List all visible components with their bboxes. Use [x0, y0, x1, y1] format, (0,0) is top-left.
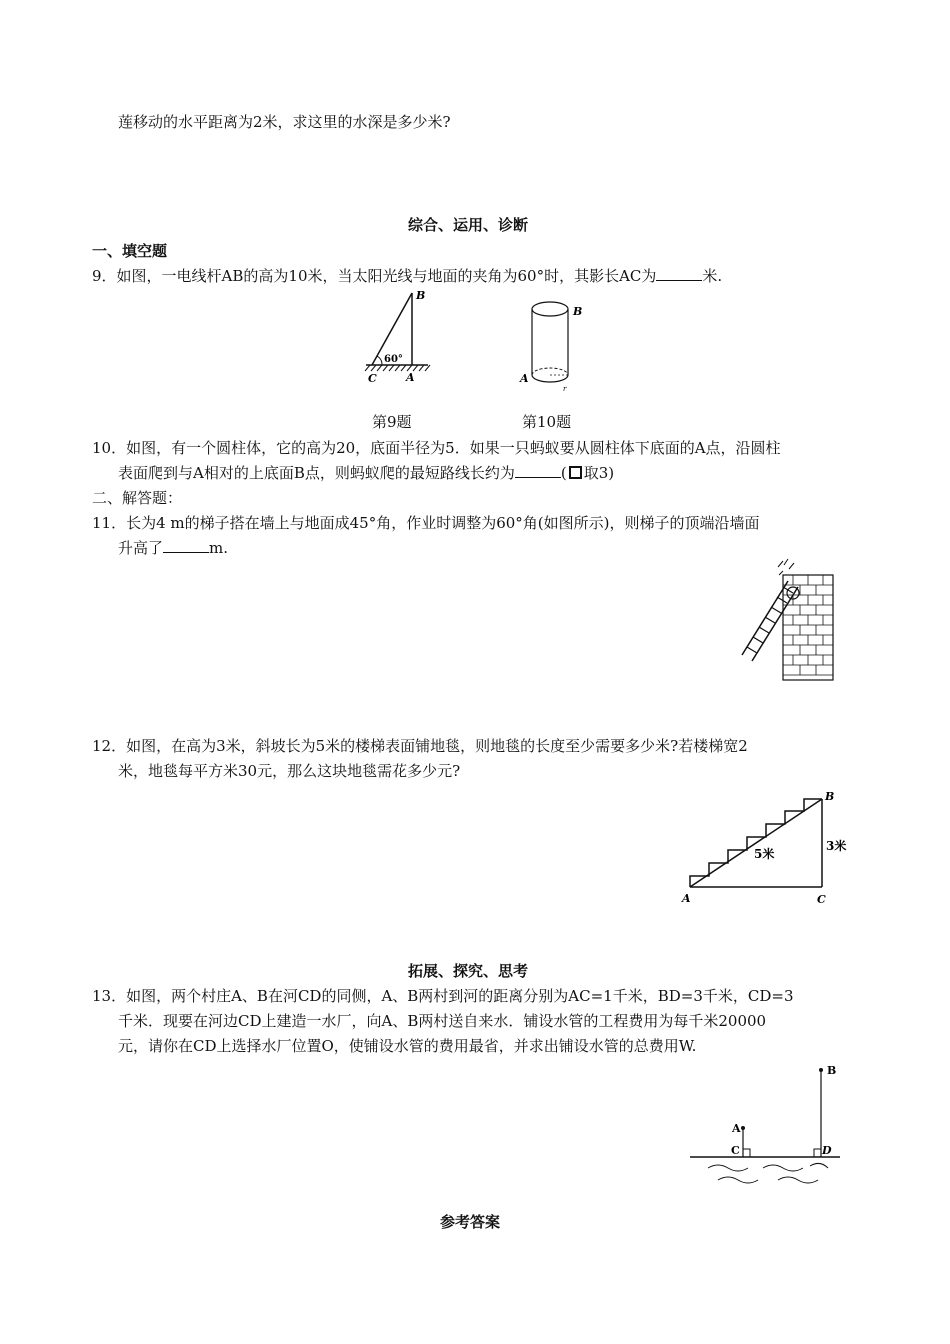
question-13-line-2: 千米．现要在河边CD上建造一水厂，向A、B两村送自来水．铺设水管的工程费用为每千米20000	[118, 1012, 767, 1030]
figure-12-label-c: C	[817, 893, 826, 906]
figure-10-label-a: A	[520, 372, 529, 385]
question-10-paren: (	[560, 464, 567, 482]
figure-10-label-r: r	[563, 385, 567, 393]
figure-12-height: 3米	[826, 839, 847, 853]
question-13-line-1: 13．如图，两个村庄A、B在河CD的同侧，A、B两村到河的距离分别为AC=1千米，BD=3千米，CD=3	[92, 987, 794, 1005]
part-title-solutions: 二、解答题：	[92, 489, 183, 507]
question-11-line-1: 11．长为4 m的梯子搭在墙上与地面成45°角，作业时调整为60°角(如图所示)，则梯子的顶端沿墙面	[92, 514, 760, 532]
figure-9-label-c: C	[368, 372, 377, 385]
figure-12-label-a: A	[682, 892, 691, 905]
figure-10-label-b: B	[573, 305, 583, 318]
question-10-line-1: 10．如图，有一个圆柱体，它的高为20，底面半径为5．如果一只蚂蚁要从圆柱体下底面的A点，沿圆柱	[92, 439, 781, 457]
answer-blank[interactable]	[656, 266, 702, 281]
question-11-text: 升高了	[118, 539, 164, 557]
question-12-line-2: 米，地毯每平方米30元，那么这块地毯需花多少元?	[118, 762, 461, 780]
figure-12-slope-length: 5米	[754, 847, 775, 861]
figure-10-caption: 第10题	[522, 413, 572, 431]
section-title-comprehensive: 综合、运用、诊断	[408, 216, 529, 234]
part-title-fill-in: 一、填空题	[92, 242, 168, 260]
question-9-unit: 米.	[702, 267, 723, 285]
pi-symbol-icon	[569, 466, 582, 479]
question-13-line-3: 元，请你在CD上选择水厂位置O，使铺设水管的费用最省，并求出铺设水管的总费用W.	[118, 1037, 697, 1055]
figure-13-label-b: B	[827, 1064, 837, 1077]
figure-9-angle: 60°	[384, 354, 403, 365]
question-11-line-2	[118, 538, 228, 558]
section-title-extension: 拓展、探究、思考	[408, 962, 529, 980]
figure-12-staircase	[672, 775, 857, 910]
figure-13-label-a: A	[732, 1122, 741, 1135]
question-9-text: 9．如图，一电线杆AB的高为10米，当太阳光线与地面的夹角为60°时，其影长AC为	[92, 267, 657, 285]
answers-title: 参考答案	[440, 1213, 501, 1231]
question-10-text: 表面爬到与A相对的上底面B点，则蚂蚁爬的最短路线长约为	[118, 464, 515, 482]
figure-9-label-a: A	[406, 371, 415, 384]
figure-13-label-c: C	[731, 1144, 740, 1157]
question-10-pi-note: 取3)	[583, 464, 615, 482]
question-10-line-2	[118, 463, 614, 483]
figure-9-pole-shadow	[362, 285, 432, 390]
question-11-unit: m.	[209, 539, 229, 557]
figure-13-label-d: D	[822, 1144, 832, 1157]
figure-9-label-b: B	[416, 289, 426, 302]
answer-blank[interactable]	[163, 538, 209, 553]
figure-12-label-b: B	[825, 790, 835, 803]
figure-11-ladder-wall	[738, 553, 843, 685]
figure-13-villages-river	[688, 1058, 843, 1188]
question-12-line-1: 12．如图，在高为3米，斜坡长为5米的楼梯表面铺地毯，则地毯的长度至少需要多少米?若楼梯宽2	[92, 737, 748, 755]
answer-blank[interactable]	[515, 463, 561, 478]
figure-10-cylinder	[515, 295, 595, 395]
figure-9-caption: 第9题	[372, 413, 412, 431]
question-9	[92, 266, 722, 286]
intro-line: 莲移动的水平距离为2米，求这里的水深是多少米?	[118, 113, 451, 131]
